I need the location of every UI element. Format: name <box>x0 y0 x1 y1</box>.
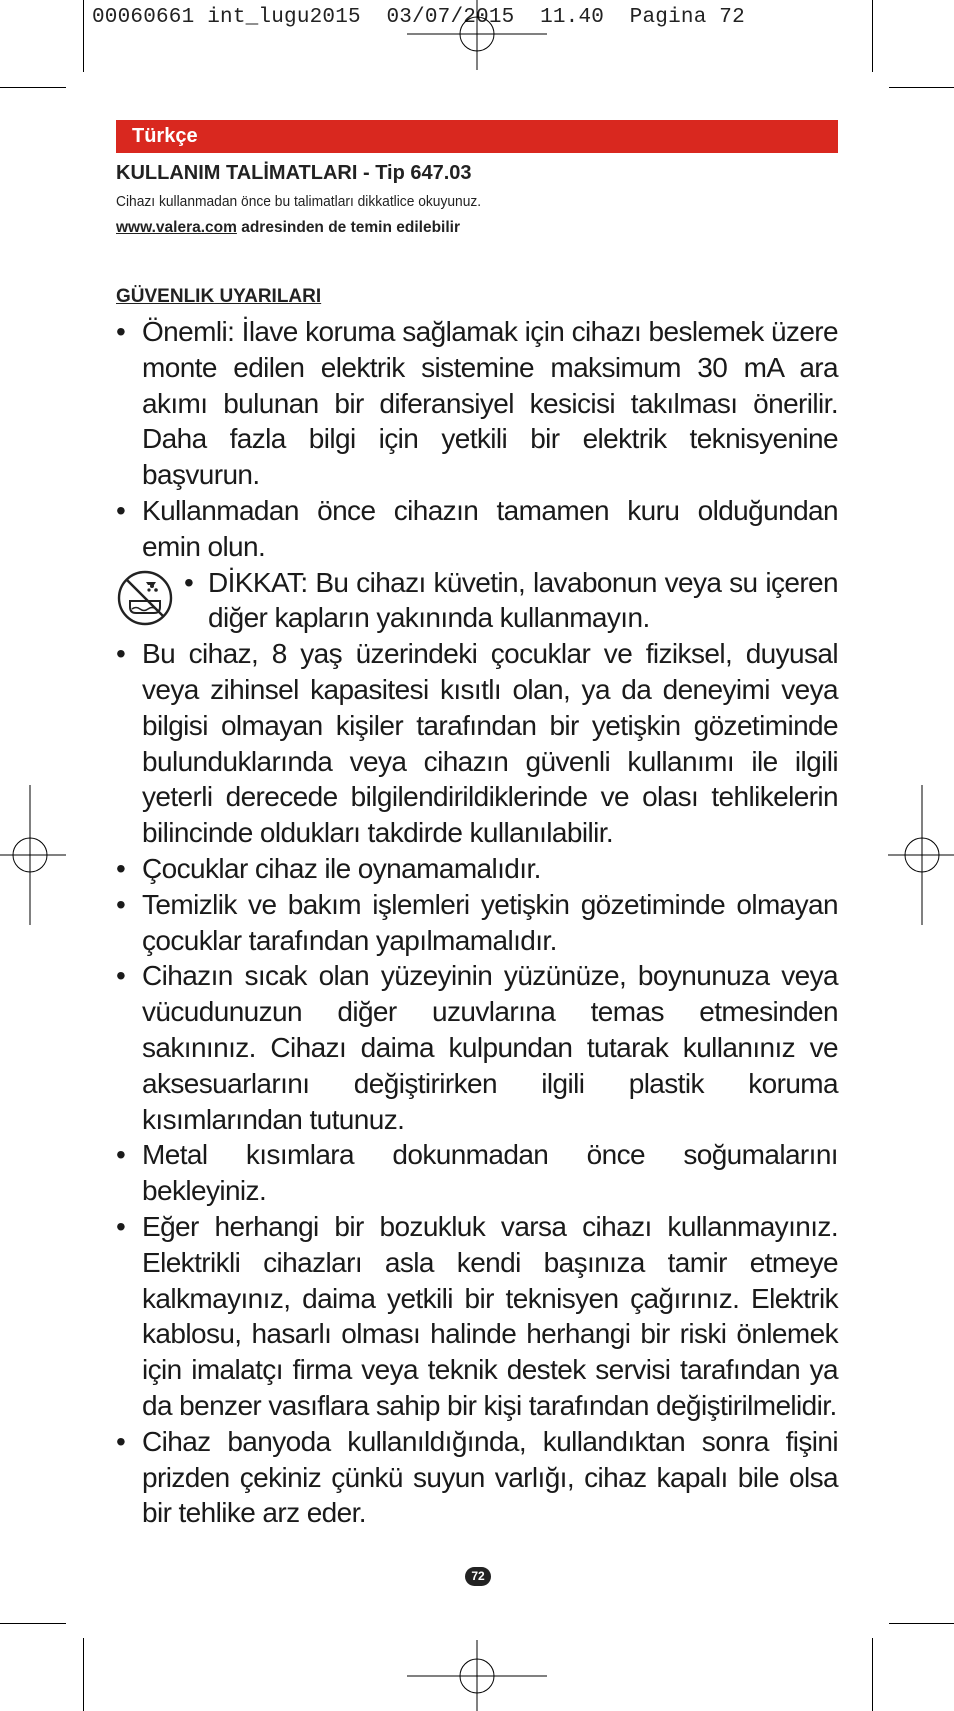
list-item <box>116 887 838 959</box>
registration-mark-bottom <box>407 1640 547 1711</box>
crop-mark-top-left-h <box>0 87 66 88</box>
document-subtitle: Cihazı kullanmadan önce bu talimatları dikkatlice okuyunuz. <box>116 193 482 210</box>
page-number: 72 <box>465 1567 491 1586</box>
print-slug: 00060661 int_lugu2015 03/07/2015 11.40 Pagina 72 <box>92 6 745 29</box>
crop-mark-top-left-v <box>83 0 84 72</box>
list-item-text: Cihaz banyoda kullanıldığında, kullandıktan sonra fişini prizden çekiniz çünkü suyun varlığı, cihaz kapalı bile olsa bir tehlike arz eder. <box>142 1425 838 1529</box>
section-heading: GÜVENLIK UYARILARI <box>116 286 322 307</box>
list-item-text: Bu cihaz, 8 yaş üzerindeki çocuklar ve fiziksel, duyusal veya zihinsel kapasitesi kısıtlı olan, ya da deneyimi veya bilgisi olmayan kişiler tarafından bir yetişkin gözetiminde bulunduklarında veya cihazın güvenli kullanımı ile ilgili yeterli derecede bilgilendirildiklerinde ve olası tehlikelerin bilincinde oldukları takdirde kullanılabilir. <box>142 638 838 849</box>
list-item-text: Metal kısımlara dokunmadan önce soğumalarını bekleyiniz. <box>142 1139 838 1207</box>
list-item-text: DİKKAT: Bu cihazı küvetin, lavabonun veya su içeren diğer kapların yakınında kullanmayın. <box>208 566 838 634</box>
list-item-text: Cihazın sıcak olan yüzeyinin yüzünüze, boynunuza veya vücudunuzun diğer uzuvlarına temas etmesinden sakınınız. Cihazı daima kulpundan tutarak kullanınız ve aksesuarlarını değiştirirken ilgili plastik koruma kısımlarından tutunuz. <box>142 960 838 1135</box>
list-item-text: Temizlik ve bakım işlemleri yetişkin gözetiminde olmayan çocuklar tarafından yapılmamalıdır. <box>142 888 838 956</box>
crop-mark-top-right-v <box>872 0 873 72</box>
bullet: • <box>116 494 126 526</box>
bullet: • <box>184 566 194 598</box>
list-item <box>116 1209 838 1424</box>
list-item-warning <box>116 565 838 637</box>
registration-mark-right <box>888 785 954 925</box>
list-item <box>116 636 838 851</box>
bullet: • <box>116 1210 126 1242</box>
list-item <box>116 958 838 1137</box>
bullet: • <box>116 852 126 884</box>
registration-mark-left <box>0 785 66 925</box>
crop-mark-top-right-h <box>889 87 954 88</box>
list-item <box>116 1424 838 1531</box>
list-item-text: Kullanmadan önce cihazın tamamen kuru olduğundan emin olun. <box>142 494 838 562</box>
no-bath-water-icon <box>116 569 174 627</box>
crop-mark-bottom-left-h <box>0 1623 66 1624</box>
website-text: adresinden de temin edilebilir <box>236 219 460 236</box>
bullet: • <box>116 1425 126 1457</box>
list-item-text: Çocuklar cihaz ile oynamamalıdır. <box>142 852 541 884</box>
list-item <box>116 851 838 887</box>
bullet: • <box>116 960 126 992</box>
bullet: • <box>116 316 126 347</box>
website-link[interactable]: www.valera.com <box>116 219 237 236</box>
safety-warnings-list <box>116 314 838 1531</box>
bullet: • <box>116 638 126 670</box>
list-item-text: Eğer herhangi bir bozukluk varsa cihazı kullanmayınız. Elektrikli cihazları asla kendi başınıza tamir etmeye kalkmayınız, daima yetkili bir teknisyen çağırınız. Elektrik kablosu, hasarlı olması halinde herhangi bir riski önlemek için imalatçı firma veya teknik destek servisi tarafından ya da benzer vasıflara sahip bir kişi tarafından değiştirilmelidir. <box>142 1210 838 1421</box>
bullet: • <box>116 1139 126 1171</box>
crop-mark-bottom-right-v <box>872 1638 873 1711</box>
list-item <box>116 314 838 493</box>
list-item <box>116 493 838 565</box>
website-line <box>116 219 460 237</box>
document-title: KULLANIM TALİMATLARI - Tip 647.03 <box>116 162 472 184</box>
bullet: • <box>116 888 126 920</box>
language-label: Türkçe <box>132 125 198 147</box>
list-item-text: Önemli: İlave koruma sağlamak için cihazı beslemek üzere monte edilen elektrik sistemine maksimum 30 mA ara akımı bulunan bir diferansiyel kesicisi takılması önerilir. Daha fazla bilgi için yetkili bir elektrik teknisyenine başvurun. <box>142 316 838 491</box>
language-bar <box>116 120 838 153</box>
crop-mark-bottom-right-h <box>889 1623 954 1624</box>
crop-mark-bottom-left-v <box>83 1638 84 1711</box>
registration-mark-top <box>407 0 547 70</box>
list-item <box>116 1137 838 1209</box>
